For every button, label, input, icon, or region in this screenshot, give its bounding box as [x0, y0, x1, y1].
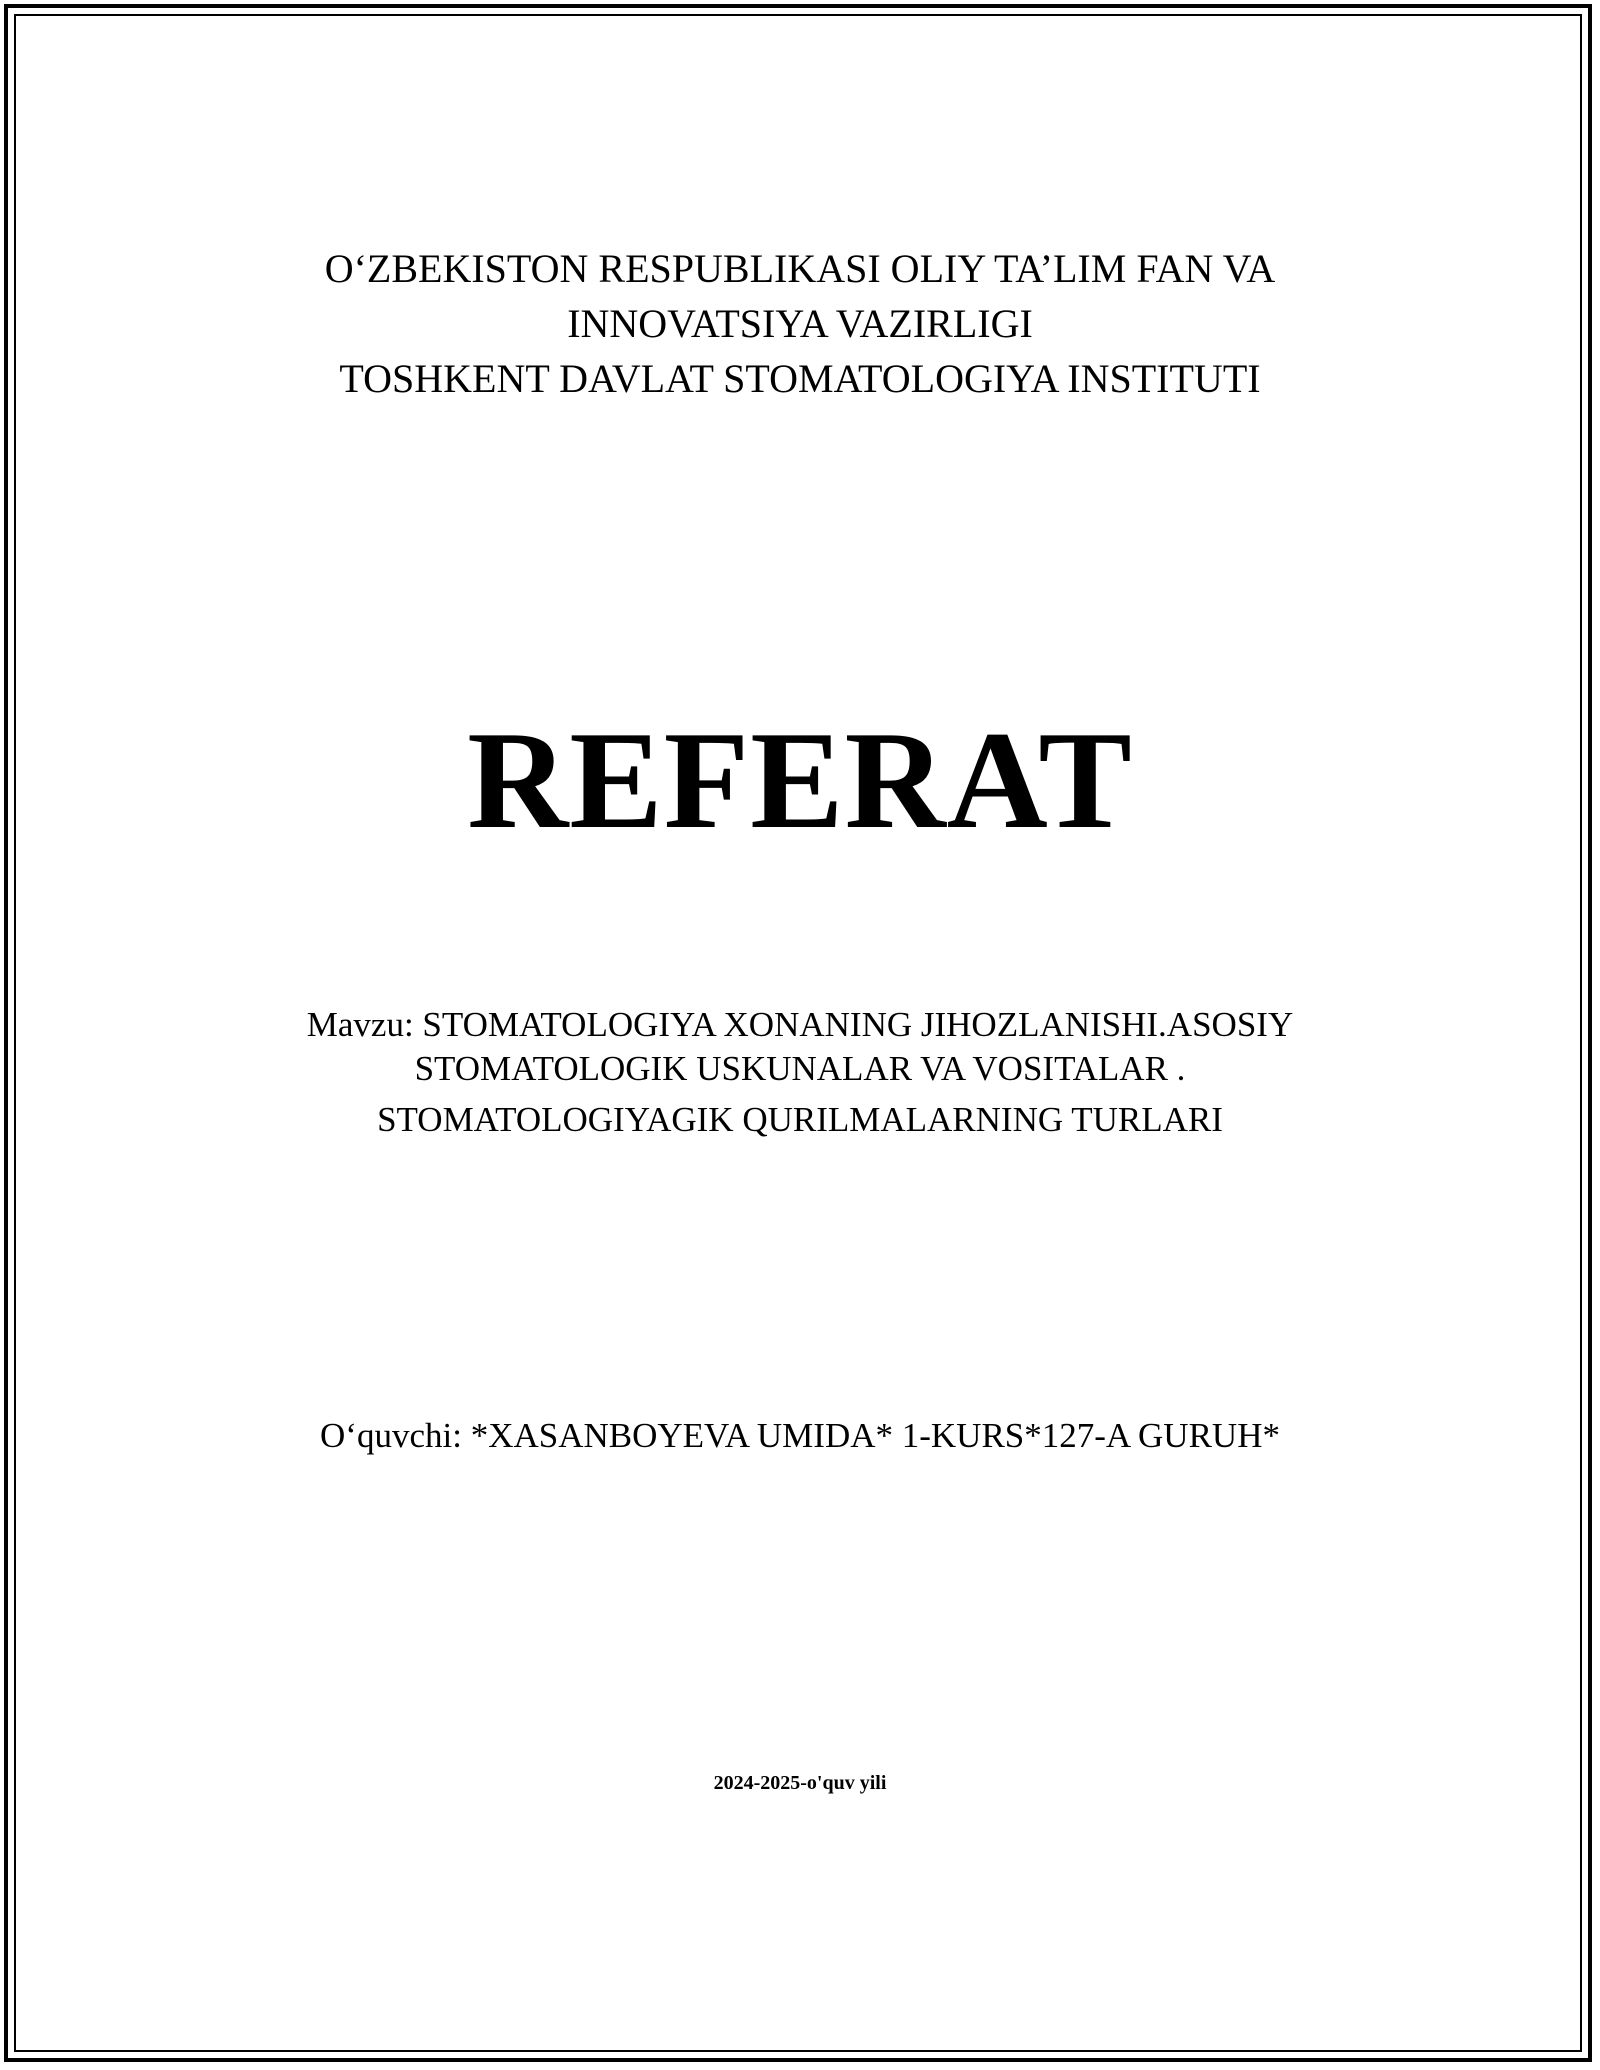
student-info: O‘quvchi: *XASANBOYEVA UMIDA* 1-KURS*127-A GURUH*	[320, 1416, 1280, 1455]
ministry-name-line-2: INNOVATSIYA VAZIRLIGI	[567, 301, 1033, 346]
document-title: REFERAT	[467, 703, 1133, 858]
topic-line-3: STOMATOLOGIYAGIK QURILMALARNING TURLARI	[377, 1100, 1223, 1139]
topic-line-1: Mavzu: STOMATOLOGIYA XONANING JIHOZLANISHI.ASOSIY	[306, 1005, 1294, 1044]
institute-name: TOSHKENT DAVLAT STOMATOLOGIYA INSTITUTI	[339, 356, 1261, 401]
academic-year: 2024-2025-o'quv yili	[713, 1772, 887, 1794]
topic-line-2: STOMATOLOGIK USKUNALAR VA VOSITALAR .	[414, 1049, 1186, 1088]
ministry-name-line-1: O‘ZBEKISTON RESPUBLIKASI OLIY TA’LIM FAN VA	[324, 246, 1276, 291]
